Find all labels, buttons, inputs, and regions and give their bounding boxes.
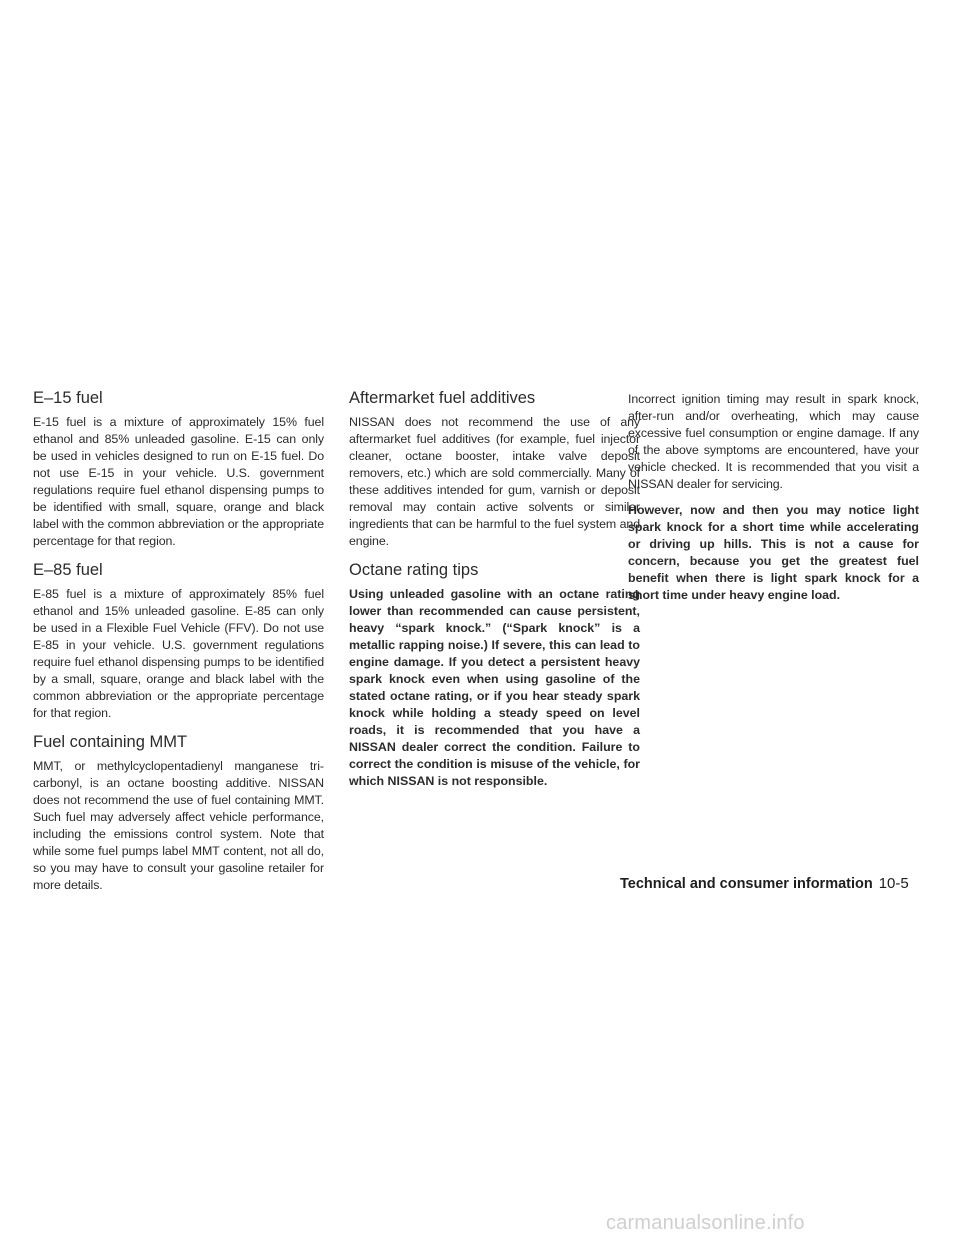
left-column xyxy=(33,388,324,904)
heading-e15-fuel: E–15 fuel xyxy=(33,389,103,407)
section-e85-fuel xyxy=(33,560,324,722)
section-octane-tips xyxy=(349,560,640,790)
paragraph-octane-tips: Using unleaded gasoline with an octane rating lower than recommended can cause persistent, heavy “spark knock.” (“Spark knock” is a metallic rapping noise.) If severe, this can lead to engine damage. If you detect a persistent heavy spark knock even when using gasoline of the stated octane rating, or if you hear steady spark knock while holding a steady speed on level roads, it is recommended that you have a NISSAN dealer correct the condition. Failure to correct the condition is misuse of the vehicle, for which NISSAN is not responsible. xyxy=(349,587,640,788)
page-footer xyxy=(620,875,925,892)
section-e15-fuel xyxy=(33,388,324,550)
paragraph-e85-fuel: E-85 fuel is a mixture of approximately 85% fuel ethanol and 15% unleaded gasoline. E-85 can only be used in a Flexible Fuel Vehicle (FFV). Do not use E-85 in your vehicle. U.S. government regulations require fuel ethanol dispensing pumps to be identified by a small, square, orange and black label with the common abbreviation or the appropriate percentage for that region. xyxy=(33,587,324,720)
heading-e85-fuel: E–85 fuel xyxy=(33,561,103,579)
page-number: 10-5 xyxy=(878,875,909,892)
paragraph-light-spark-knock: However, now and then you may notice light spark knock for a short time while accelerating or driving up hills. This is not a cause for concern, because you get the greatest fuel benefit when there is light spark knock for a short time under heavy engine load. xyxy=(628,503,919,602)
paragraph-fuel-mmt: MMT, or methylcyclopentadienyl manganese tricarbonyl, is an octane boosting additive. NISSAN does not recommend the use of fuel containing MMT. Such fuel may adversely affect vehicle performance, including the emissions control system. Note that while some fuel pumps label MMT content, not all do, so you may have to consult your gasoline retailer for more details. xyxy=(33,759,324,892)
heading-octane-tips: Octane rating tips xyxy=(349,561,479,579)
heading-fuel-mmt: Fuel containing MMT xyxy=(33,733,188,751)
paragraph-ignition-timing: Incorrect ignition timing may result in spark knock, after-run and/or overheating, which may cause excessive fuel consumption or engine damage. If any of the above symptoms are encountered, have your vehicle checked. It is recommended that you visit a NISSAN dealer for servicing. xyxy=(628,392,919,491)
footer-section-title: Technical and consumer information xyxy=(620,876,873,892)
paragraph-aftermarket-additives: NISSAN does not recommend the use of any aftermarket fuel additives (for example, fuel injector cleaner, octane booster, intake valve deposit removers, etc.) which are sold commercially. Many of these additives intended for gum, varnish or deposit removal may contain active solvents or similar ingredients that can be harmful to the fuel system and engine. xyxy=(349,415,640,548)
paragraph-e15-fuel: E-15 fuel is a mixture of approximately 15% fuel ethanol and 85% unleaded gasoline. E-15 can only be used in vehicles designed to run on E-15 fuel. Do not use E-15 in your vehicle. U.S. government regulations require fuel ethanol dispensing pumps to be identified with small, square, orange and black label with the common abbreviation or the appropriate percentage for that region. xyxy=(33,415,324,548)
section-aftermarket-additives xyxy=(349,388,640,550)
heading-aftermarket-additives: Aftermarket fuel additives xyxy=(349,389,536,407)
right-column xyxy=(628,391,919,613)
watermark-text: carmanualsonline.info xyxy=(606,1212,805,1234)
middle-column xyxy=(349,388,640,800)
section-fuel-mmt xyxy=(33,732,324,894)
